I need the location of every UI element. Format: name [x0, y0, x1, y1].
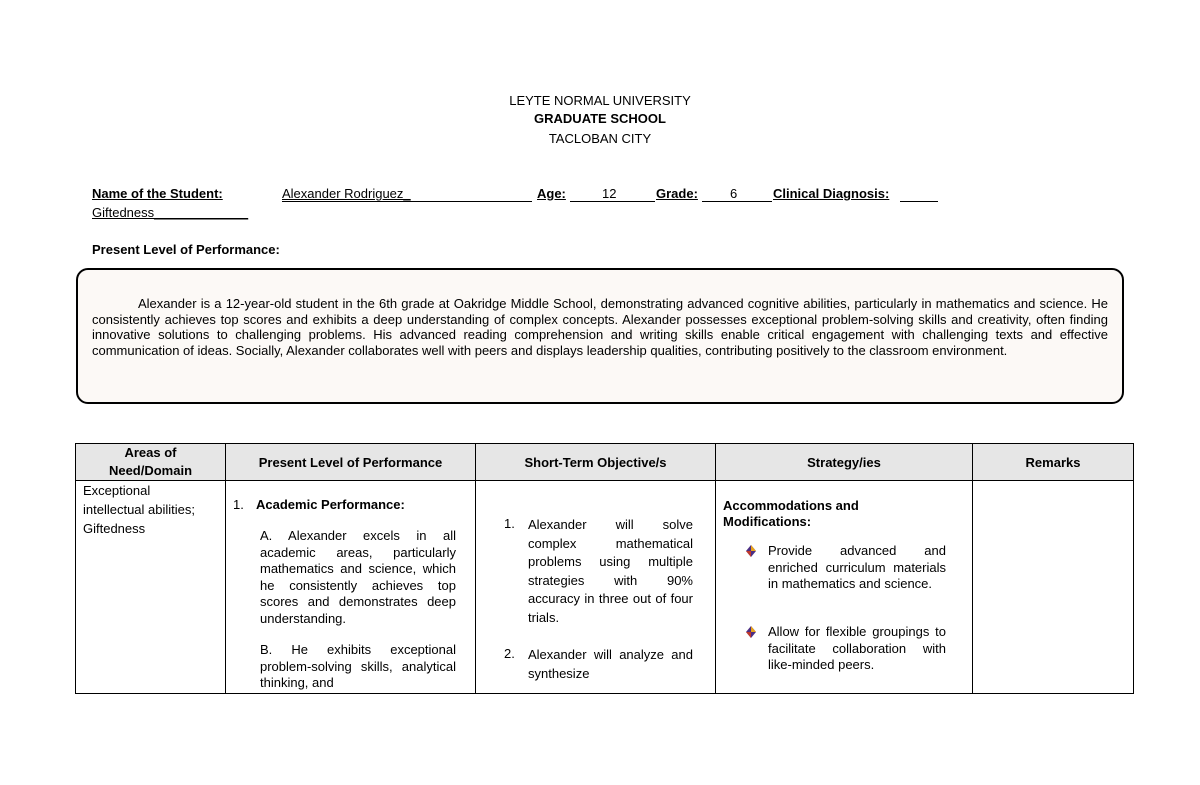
objective-text-1: Alexander will solve complex mathematical problems using multiple strategies with 90% accuracy in three out of four trials. [528, 517, 693, 625]
school-name: GRADUATE SCHOOL [534, 111, 666, 126]
plp-title: Present Level of Performance: [92, 242, 280, 257]
strategies-title: Accommodations and Modifications: [723, 498, 859, 529]
performance-item-title: Academic Performance: [256, 497, 405, 512]
plp-box [76, 268, 1124, 404]
iep-table [75, 443, 1134, 694]
plp-text: Alexander is a 12-year-old student in the 6th grade at Oakridge Middle School, demonstrating advanced cognitive abilities, particularly in mathematics and science. He consistently achieves top scores and exhibits a deep understanding of complex concepts. Alexander possesses exceptional problem-solving skills and creativity, often finding innovative solutions to challenging problems. His advanced reading comprehension and writing skills enable critical engagement with challenging texts and effective communication of ideas. Socially, Alexander collaborates well with peers and displays leadership qualities, contributing positively to the classroom environment. [92, 296, 1108, 358]
performance-item-number: 1. [233, 497, 244, 512]
grade-label: Grade: [656, 186, 698, 201]
objective-text-2: Alexander will analyze and synthesize [528, 647, 693, 681]
table-header-row [76, 444, 1134, 481]
header-remarks: Remarks [973, 444, 1134, 481]
header-performance: Present Level of Performance [226, 444, 476, 481]
remarks-cell [973, 481, 1134, 694]
header-areas: Areas of Need/Domain [76, 444, 226, 481]
strategy-text-2: Allow for flexible groupings to facilitate collaboration with like-minded peers. [768, 624, 946, 672]
performance-cell [226, 481, 476, 694]
area-cell [76, 481, 226, 694]
name-underline [282, 186, 532, 202]
objective-number-1: 1. [504, 516, 515, 531]
header-objectives: Short-Term Objective/s [476, 444, 716, 481]
diagnosis-label: Clinical Diagnosis: [773, 186, 890, 201]
university-name: LEYTE NORMAL UNIVERSITY [509, 93, 691, 108]
performance-sub-a: A. Alexander excels in all academic areas, particularly mathematics and science, which he consistently achieves top scores and demonstrates deep understanding. [260, 528, 456, 626]
age-label: Age: [537, 186, 566, 201]
objective-number-2: 2. [504, 646, 515, 661]
student-name-label: Name of the Student: [92, 186, 223, 201]
diamond-bullet-icon [746, 545, 756, 557]
strategies-cell [716, 481, 973, 694]
diagnosis-underline [900, 186, 938, 202]
student-name-value: Alexander Rodriguez_ [282, 186, 411, 201]
strategy-text-1: Provide advanced and enriched curriculum materials in mathematics and science. [768, 543, 946, 591]
age-value: 12 [602, 186, 617, 201]
table-row [76, 481, 1134, 694]
area-text: Exceptional intellectual abilities; Giftedness [83, 483, 196, 536]
remarks-text [973, 481, 1133, 693]
diagnosis-value: Giftedness_____________ [92, 205, 249, 220]
grade-value: 6 [730, 186, 738, 201]
header-strategies: Strategy/ies [716, 444, 973, 481]
city-name: TACLOBAN CITY [548, 131, 652, 146]
objectives-cell [476, 481, 716, 694]
performance-sub-b: B. He exhibits exceptional problem-solving skills, analytical thinking, and [260, 642, 456, 690]
diamond-bullet-icon [746, 626, 756, 638]
